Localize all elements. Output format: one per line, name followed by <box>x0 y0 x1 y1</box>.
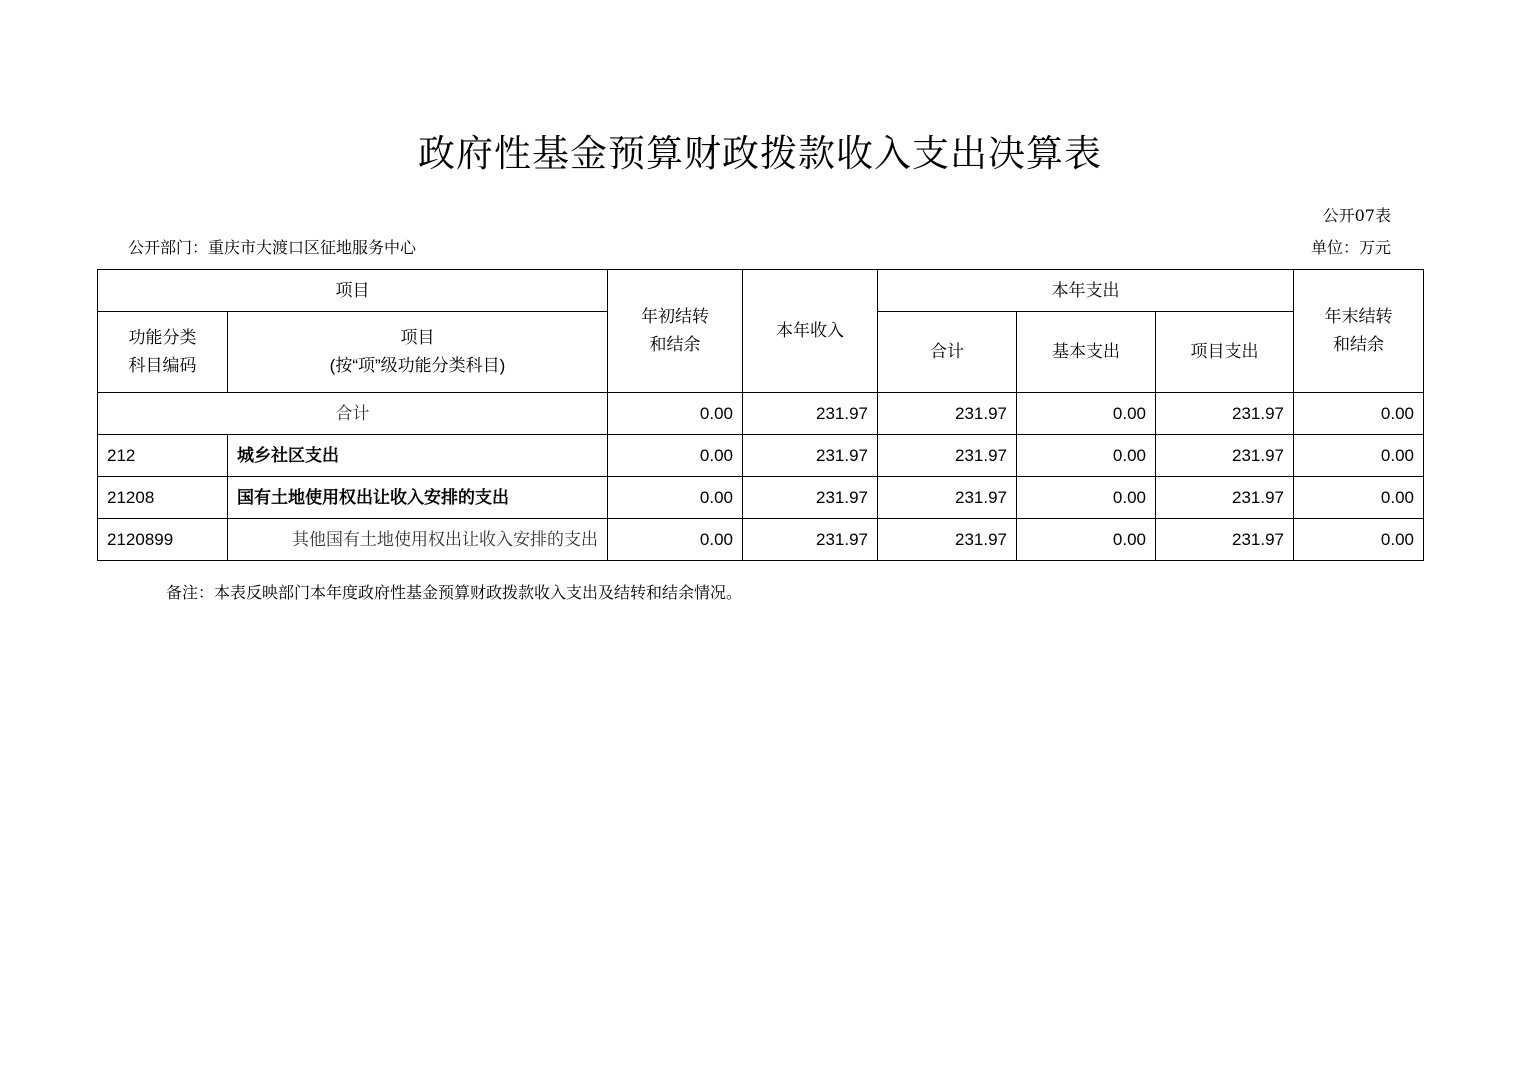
header-opening-balance <box>608 270 743 393</box>
row-opening: 0.00 <box>608 477 743 519</box>
total-expense-project: 231.97 <box>1156 393 1294 435</box>
budget-table <box>97 269 1424 561</box>
table-row <box>98 477 1424 519</box>
row-name: 其他国有土地使用权出让收入安排的支出 <box>228 519 608 561</box>
row-income: 231.97 <box>743 435 878 477</box>
total-expense-total: 231.97 <box>878 393 1017 435</box>
header-expense-group: 本年支出 <box>878 270 1294 312</box>
row-code: 2120899 <box>98 519 228 561</box>
row-expense-basic: 0.00 <box>1017 519 1156 561</box>
header-expense-basic: 基本支出 <box>1017 312 1156 393</box>
header-expense-total: 合计 <box>878 312 1017 393</box>
page-title: 政府性基金预算财政拨款收入支出决算表 <box>418 132 1102 175</box>
header-expense-project: 项目支出 <box>1156 312 1294 393</box>
header-closing-line2: 和结余 <box>1333 335 1384 354</box>
header-opening-line1: 年初结转 <box>641 307 709 326</box>
total-opening: 0.00 <box>608 393 743 435</box>
table-row <box>98 435 1424 477</box>
row-expense-basic: 0.00 <box>1017 435 1156 477</box>
table-code-label: 公开07表 <box>1322 206 1391 225</box>
row-name: 国有土地使用权出让收入安排的支出 <box>228 477 608 519</box>
row-name: 城乡社区支出 <box>228 435 608 477</box>
header-item-group: 项目 <box>98 270 608 312</box>
row-expense-total: 231.97 <box>878 435 1017 477</box>
total-expense-basic: 0.00 <box>1017 393 1156 435</box>
row-expense-project: 231.97 <box>1156 435 1294 477</box>
row-expense-total: 231.97 <box>878 477 1017 519</box>
row-expense-project: 231.97 <box>1156 477 1294 519</box>
table-row <box>98 519 1424 561</box>
total-income: 231.97 <box>743 393 878 435</box>
row-code: 21208 <box>98 477 228 519</box>
row-closing: 0.00 <box>1294 477 1424 519</box>
row-closing: 0.00 <box>1294 519 1424 561</box>
row-opening: 0.00 <box>608 435 743 477</box>
header-code-column <box>98 312 228 393</box>
header-closing-line1: 年末结转 <box>1324 307 1393 326</box>
header-row-1 <box>98 270 1424 312</box>
header-name-line2: (按“项”级功能分类科目) <box>329 356 506 375</box>
unit-label: 单位：万元 <box>1310 238 1391 257</box>
total-closing: 0.00 <box>1294 393 1424 435</box>
header-income: 本年收入 <box>743 270 878 393</box>
total-label: 合计 <box>98 393 608 435</box>
row-expense-project: 231.97 <box>1156 519 1294 561</box>
header-name-column <box>228 312 608 393</box>
header-closing-balance <box>1294 270 1424 393</box>
row-income: 231.97 <box>743 477 878 519</box>
row-expense-total: 231.97 <box>878 519 1017 561</box>
row-income: 231.97 <box>743 519 878 561</box>
header-code-line1: 功能分类 <box>128 328 197 347</box>
footnote: 备注：本表反映部门本年度政府性基金预算财政拨款收入支出及结转和结余情况。 <box>166 583 743 602</box>
total-row <box>98 393 1424 435</box>
row-closing: 0.00 <box>1294 435 1424 477</box>
department-label: 公开部门：重庆市大渡口区征地服务中心 <box>128 238 417 257</box>
header-name-line1: 项目 <box>400 328 435 347</box>
header-opening-line2: 和结余 <box>649 335 701 354</box>
header-code-line2: 科目编码 <box>128 356 197 375</box>
row-code: 212 <box>98 435 228 477</box>
row-opening: 0.00 <box>608 519 743 561</box>
row-expense-basic: 0.00 <box>1017 477 1156 519</box>
